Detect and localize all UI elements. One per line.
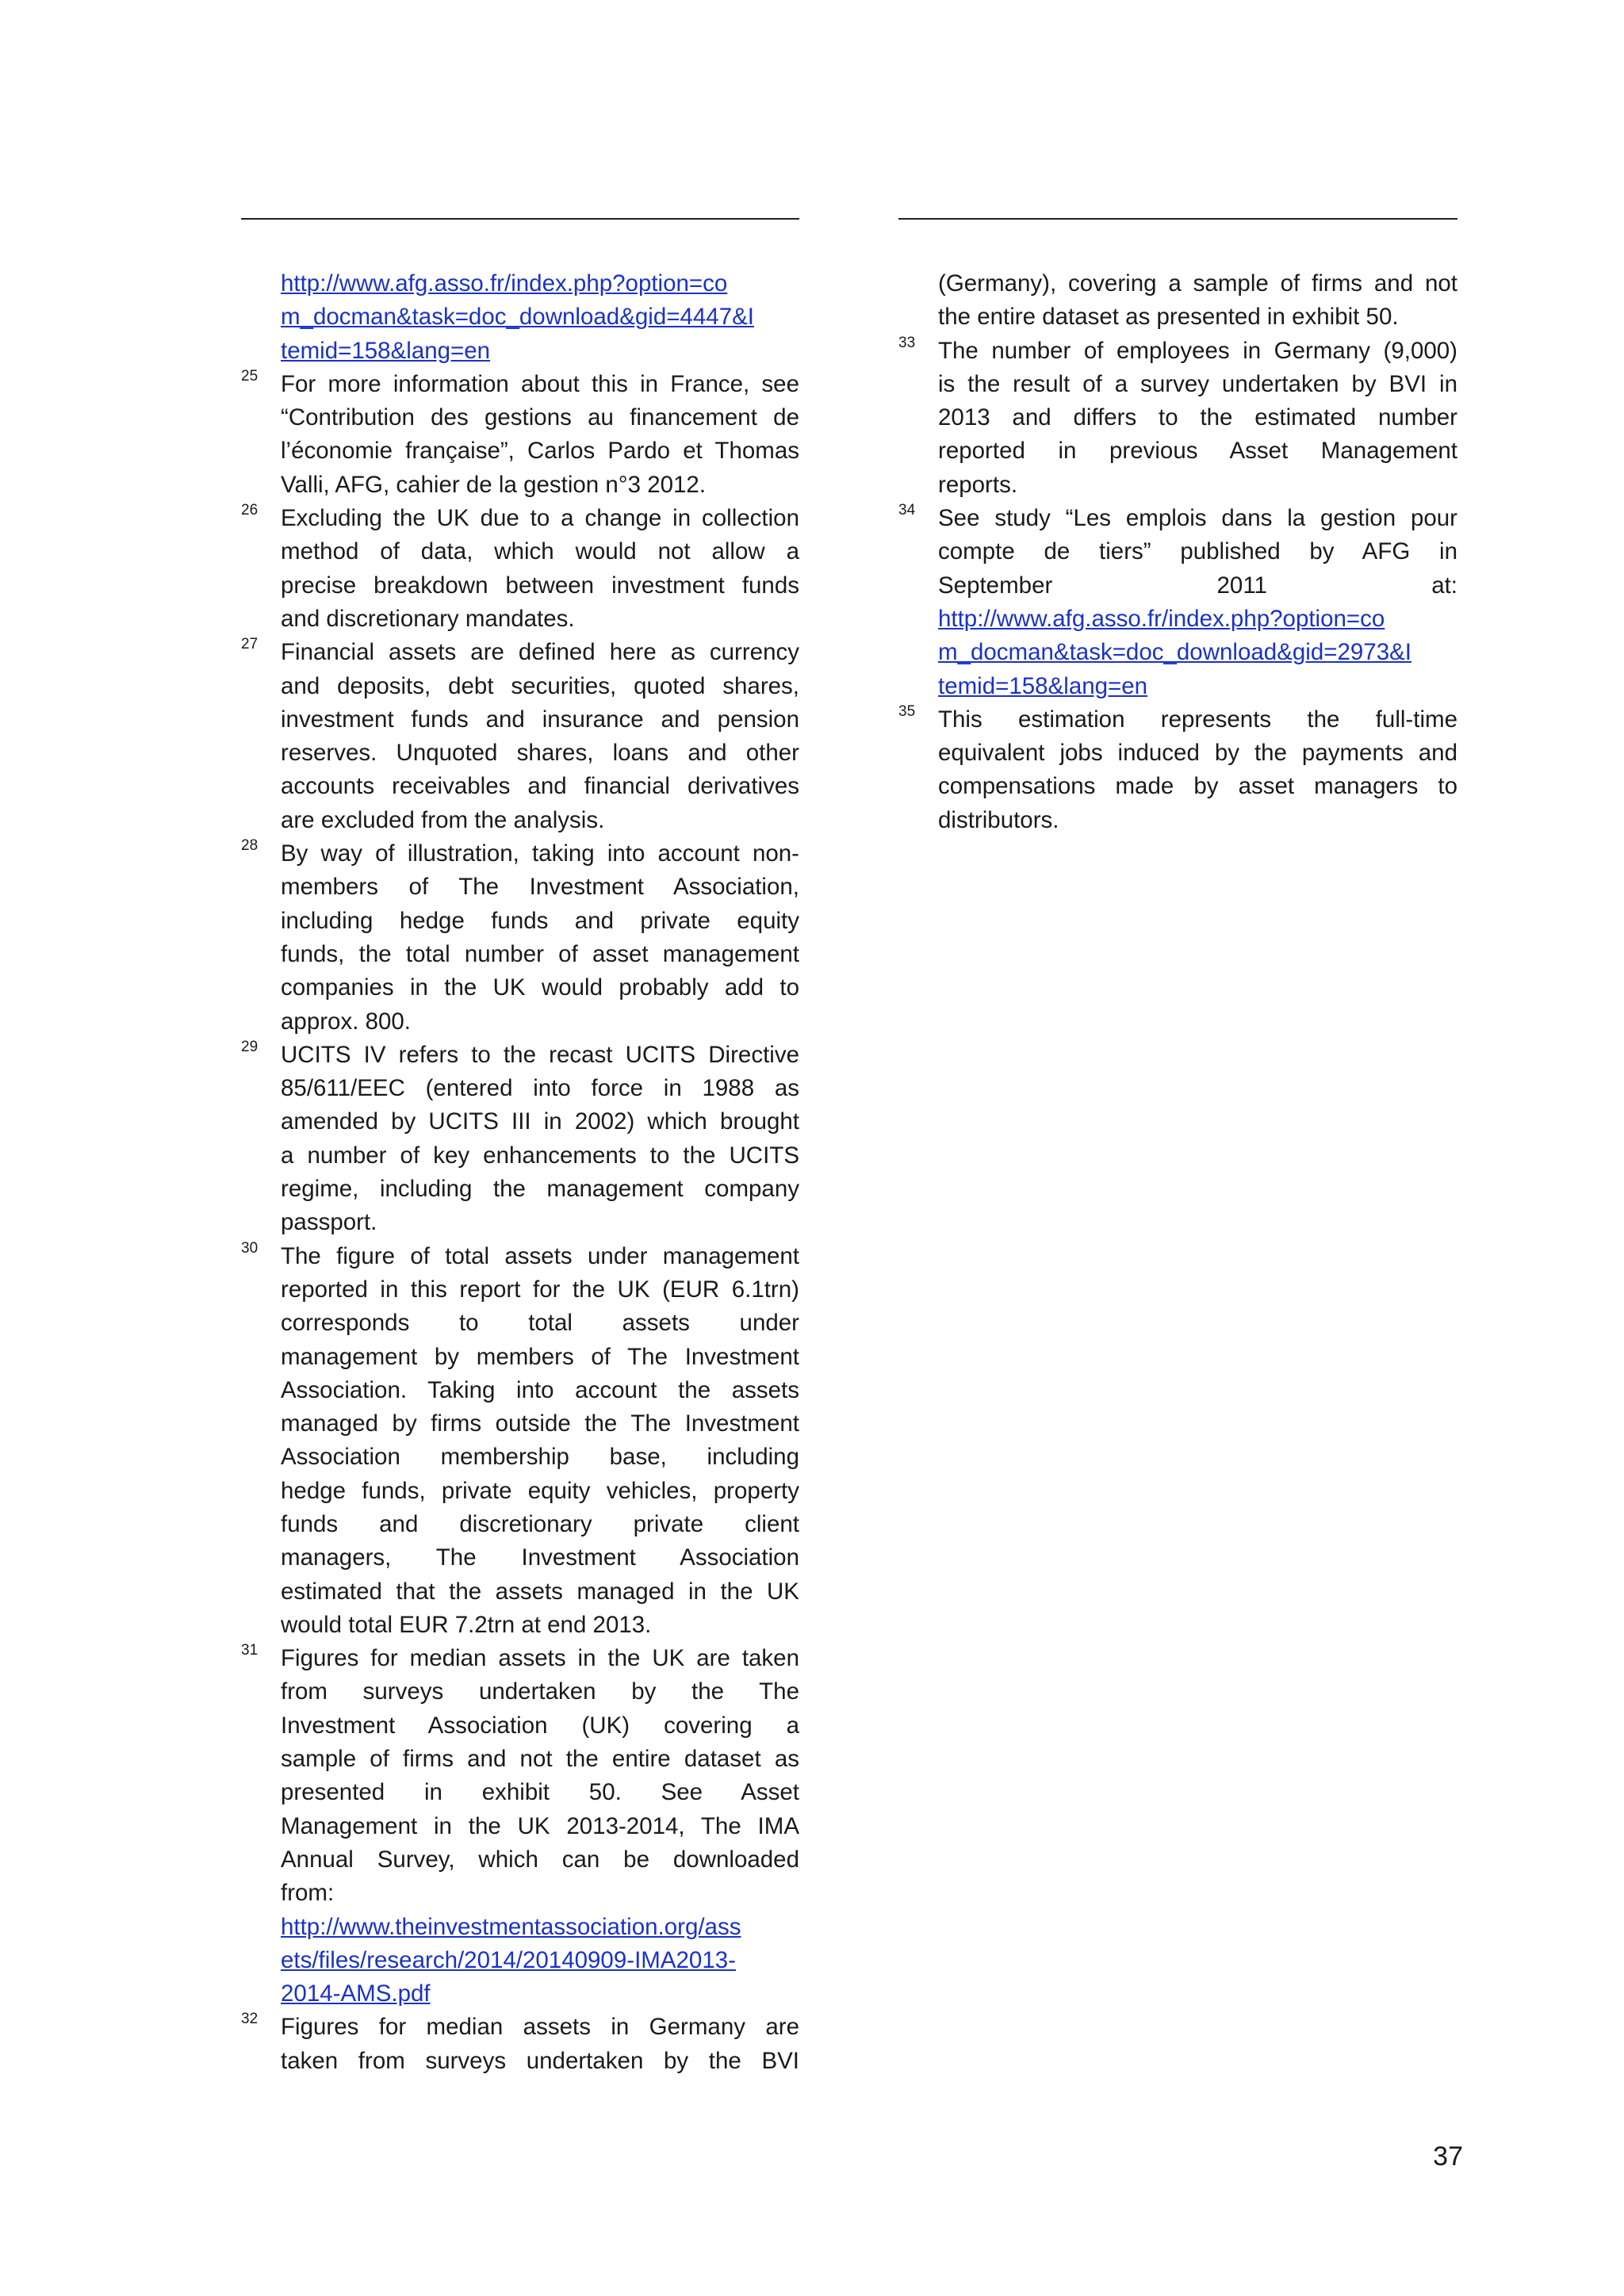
footnote-text-line: method of data, which would not allow a [281,538,799,565]
footnote-26 [241,502,799,636]
footnote-text-line: managed by firms outside the The Investment [281,1410,799,1437]
footnote-url-line [281,267,799,300]
footnote-text-line: from: [281,1880,335,1907]
footnote-35 [898,703,1457,837]
footnote-number: 31 [241,1642,259,1659]
footnote-link[interactable]: temid=158&lang=en [281,337,491,364]
footnote-continued [898,267,1457,335]
left-column [241,218,799,2078]
footnote-text-line: Excluding the UK due to a change in collection [281,505,799,532]
footnote-text-line: passport. [281,1209,377,1236]
footnote-text-line: Management in the UK 2013-2014, The IMA [281,1812,799,1839]
footnote-25 [241,368,799,502]
footnote-text-line: (Germany), covering a sample of firms and not [938,270,1457,297]
footnote-text-line: reported in previous Asset Management [938,438,1457,465]
footnote-34 [898,502,1457,703]
footnote-link[interactable]: m_docman&task=doc_download&gid=4447&I [281,304,754,331]
footnote-link[interactable]: http://www.theinvestmentassociation.org/ass [281,1913,741,1940]
footnote-separator-left [241,218,799,220]
footnote-link[interactable]: m_docman&task=doc_download&gid=2973&I [938,639,1411,666]
footnote-text-line: members of The Investment Association, [281,874,799,901]
footnote-text-line: a number of key enhancements to the UCITS [281,1142,799,1169]
footnote-27 [241,636,799,837]
footnote-text-line: Investment Association (UK) covering a [281,1712,799,1739]
footnote-text-line: presented in exhibit 50. See Asset [281,1779,799,1806]
footnote-text-line: compte de tiers” published by AFG in [938,538,1457,565]
footnote-text-line: Association membership base, including [281,1444,799,1471]
right-footnotes [898,267,1457,837]
footnote-text-line: This estimation represents the full-time [938,706,1457,733]
footnote-url-line [938,636,1457,669]
footnote-text-line: amended by UCITS III in 2002) which brought [281,1108,799,1135]
footnote-separator-right [898,218,1457,220]
footnote-text-line: would total EUR 7.2trn at end 2013. [281,1611,652,1638]
footnote-text-line: estimated that the assets managed in the UK [281,1578,799,1605]
footnote-url-line [938,670,1457,703]
footnote-text-line: taken from surveys undertaken by the BVI [281,2047,799,2074]
footnote-url-line [281,335,799,368]
footnote-url-line [281,1977,799,2011]
footnote-text-line: The number of employees in Germany (9,000) [938,337,1457,364]
footnote-link[interactable]: 2014-AMS.pdf [281,1980,431,2007]
footnote-text-line: funds, the total number of asset management [281,940,799,967]
footnote-text-line: sample of firms and not the entire dataset as [281,1746,799,1773]
footnote-text-line: reports. [938,471,1018,498]
footnote-text-line: corresponds to total assets under [281,1310,799,1337]
footnote-text-line: management by members of The Investment [281,1343,799,1370]
footnote-text-line: managers, The Investment Association [281,1544,799,1571]
footnote-link[interactable]: temid=158&lang=en [938,672,1148,699]
footnote-text-line: See study “Les emplois dans la gestion pour [938,505,1457,532]
footnote-text-line: distributors. [938,806,1059,833]
footnote-continued [241,267,799,368]
footnote-link[interactable]: ets/files/research/2014/20140909-IMA2013- [281,1946,736,1973]
footnote-text-line: reported in this report for the UK (EUR 6.1trn) [281,1276,799,1303]
footnote-number: 33 [898,334,916,351]
footnote-number: 26 [241,502,259,519]
footnote-text-line: regime, including the management company [281,1176,799,1203]
footnote-number: 25 [241,367,259,385]
footnote-text-line: hedge funds, private equity vehicles, property [281,1477,799,1504]
footnote-text-line: For more information about this in France, see [281,370,799,397]
footnote-number: 29 [241,1038,259,1055]
footnote-text-line: companies in the UK would probably add to [281,974,799,1001]
footnote-text-line: is the result of a survey undertaken by BVI in [938,370,1457,397]
footnote-text-line: from surveys undertaken by the The [281,1678,799,1705]
footnote-number: 28 [241,837,259,855]
footnote-text-line: “Contribution des gestions au financement de [281,404,799,431]
footnote-text-line: 85/611/EEC (entered into force in 1988 as [281,1075,799,1102]
footnote-text-line: compensations made by asset managers to [938,773,1457,800]
footnote-text-line: investment funds and insurance and pension [281,706,799,733]
footnote-url-line [281,1911,799,1944]
left-footnotes [241,267,799,2078]
footnote-32 [241,2011,799,2078]
footnote-text-line: Annual Survey, which can be downloaded [281,1846,799,1873]
footnote-number: 32 [241,2011,259,2028]
footnote-33 [898,335,1457,502]
footnote-text-line: approx. 800. [281,1008,412,1035]
footnote-text-line: Financial assets are defined here as currency [281,639,799,666]
footnote-31 [241,1642,799,2011]
footnote-link[interactable]: http://www.afg.asso.fr/index.php?option=co [938,605,1385,632]
footnote-30 [241,1240,799,1643]
footnote-text-line: UCITS IV refers to the recast UCITS Directive [281,1041,799,1068]
footnote-text-line: September 2011 at: [938,572,1457,599]
footnote-link[interactable]: http://www.afg.asso.fr/index.php?option=co [281,270,728,297]
footnote-text-line: precise breakdown between investment funds [281,572,799,599]
footnote-text-line: Figures for median assets in Germany are [281,2014,799,2041]
footnote-text-line: l’économie française”, Carlos Pardo et Thomas [281,438,799,465]
footnote-url-line [281,1944,799,1977]
footnote-text-line: Figures for median assets in the UK are taken [281,1645,799,1672]
footnote-number: 27 [241,636,259,653]
footnote-text-line: funds and discretionary private client [281,1510,799,1537]
footnote-text-line: the entire dataset as presented in exhibit 50. [938,304,1399,331]
page-number: 37 [1433,2141,1463,2172]
footnote-29 [241,1039,799,1240]
footnote-text-line: equivalent jobs induced by the payments and [938,740,1457,767]
footnote-text-line: The figure of total assets under management [281,1242,799,1269]
footnote-text-line: and discretionary mandates. [281,605,575,632]
footnote-text-line: By way of illustration, taking into account non- [281,840,799,867]
footnote-text-line: are excluded from the analysis. [281,806,605,833]
footnote-text-line: Valli, AFG, cahier de la gestion n°3 2012. [281,471,707,498]
footnote-text-line: including hedge funds and private equity [281,907,799,934]
footnote-number: 35 [898,702,916,720]
footnote-text-line: Association. Taking into account the assets [281,1376,799,1403]
footnote-text-line: and deposits, debt securities, quoted shares, [281,672,799,699]
footnote-url-line [281,300,799,334]
footnote-28 [241,837,799,1039]
right-column [898,218,1457,837]
footnote-text-line: reserves. Unquoted shares, loans and other [281,740,799,767]
footnote-number: 34 [898,502,916,519]
footnote-text-line: 2013 and differs to the estimated number [938,404,1457,431]
footnote-number: 30 [241,1239,259,1257]
footnote-url-line [938,603,1457,636]
footnote-text-line: accounts receivables and financial derivatives [281,773,799,800]
